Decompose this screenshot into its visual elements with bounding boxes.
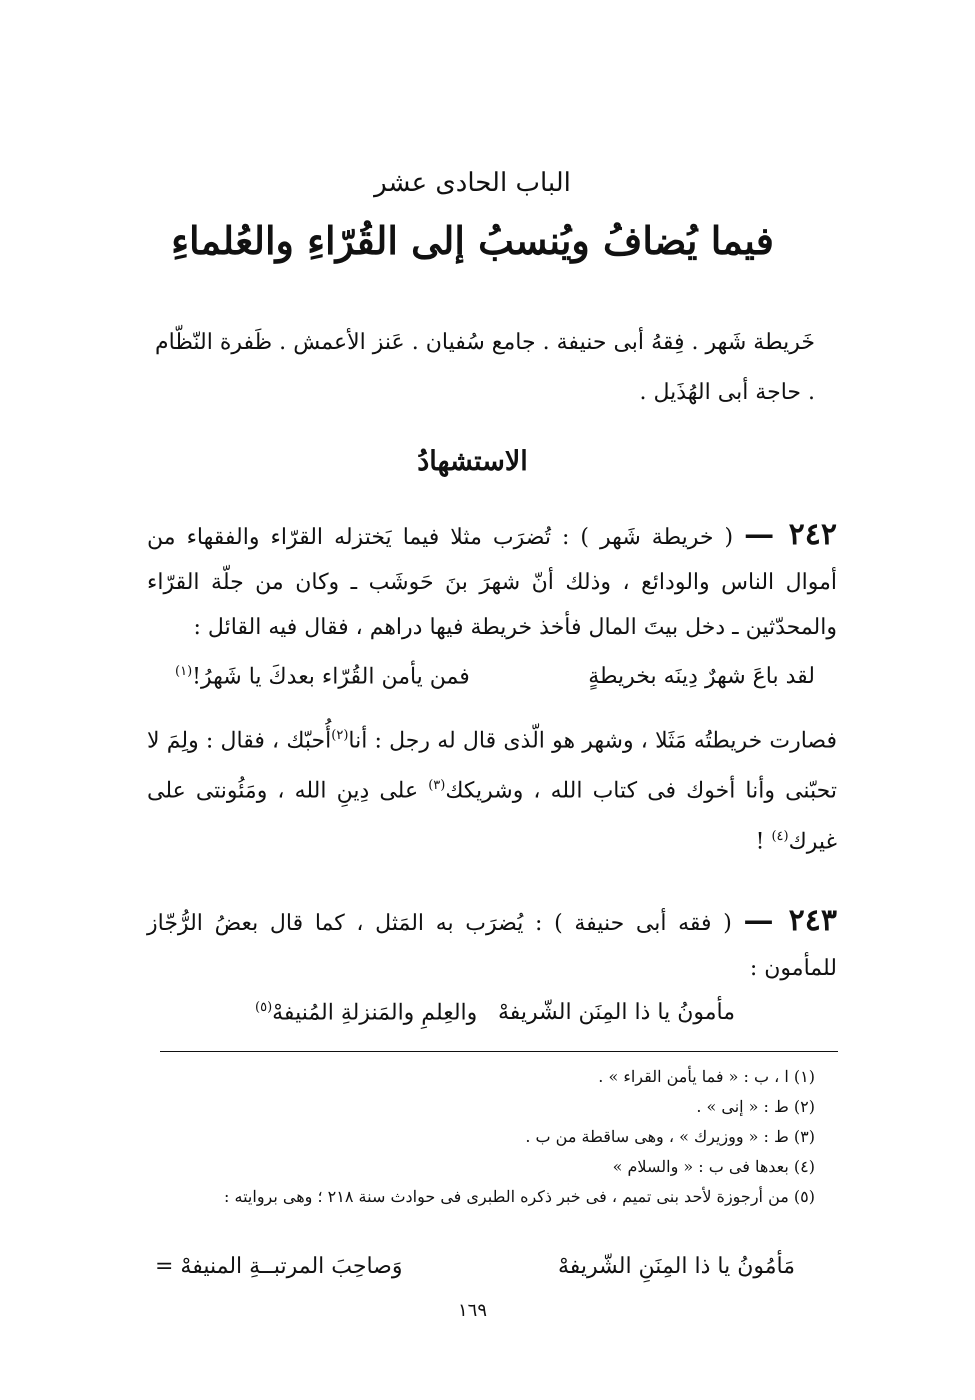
footnotes bbox=[147, 1062, 815, 1212]
entry-242-continuation bbox=[147, 713, 837, 864]
footnote-marker: (٤) bbox=[771, 828, 789, 844]
verse-line bbox=[255, 1000, 735, 1025]
entry-number: ٢٤٣ — bbox=[743, 903, 837, 938]
verse-hemistich-text: فمن يأمن القُرّاء بعدكَ يا شَهرُ! bbox=[192, 664, 470, 690]
entry-text: فصارت خريطتُه مَثَلا ، وشهر هو الّذى قال له رجل : أنا bbox=[348, 728, 838, 754]
verse-hemistich bbox=[175, 664, 470, 689]
footnote: (٤) بعدها فى ب : « والسلام » bbox=[612, 1157, 815, 1176]
entry-text: ! bbox=[755, 828, 765, 854]
entry-text: على دِينِ الله ، ومَئُونتى على غيرك bbox=[147, 778, 837, 854]
entry-number: ٢٤٢ — bbox=[744, 517, 838, 552]
chapter-intro: خَريطة شَهر . فِقهُ أبى حنيفة . جامع سُفيان . عَنز الأعمش . ظَفرة النّظّام . حاجة أبى الهُذَيل . bbox=[155, 330, 815, 405]
entry-text: ( فقه أبى حنيفة ) : يُضرَب به المَثل ، كما قال بعضُ الرُّجّاز للمأمون : bbox=[147, 911, 837, 981]
verse-hemistich: مأمونُ يا ذا المِنَن الشّريفهْ bbox=[497, 1000, 735, 1025]
entry-text: ( خريطة شَهر ) : تُضرَب مثلا فيما يَختزله القرّاء والفقهاء من أموال الناس والودائع ، وذلك أنّ شهرَ بنَ حَوشَب ـ وكان من جلّة القرّاء والمحدّثين ـ دخل بيتَ المال فأخذ خريطة فيها دراهم ، فقال فيه القائل : bbox=[147, 525, 837, 640]
chapter-label: الباب الحادى عشر bbox=[374, 168, 571, 198]
verse-hemistich: لقد باعَ شهرٌ دِينَه بخريطةٍ bbox=[588, 664, 815, 689]
entry-243-paragraph bbox=[147, 898, 837, 991]
footnote-marker: (٢) bbox=[331, 728, 349, 743]
verse-hemistich bbox=[255, 1000, 477, 1025]
verse-line bbox=[175, 664, 815, 689]
section-heading: الاستشهادُ bbox=[417, 446, 528, 477]
footnote-marker: (١) bbox=[175, 664, 193, 679]
footnote-divider bbox=[160, 1051, 838, 1052]
entry-text: أُحبّك ، فقال : ولِمَ لا تحبّنى وأنا أخوك فى كتاب الله ، وشريكك bbox=[147, 728, 838, 804]
footnote: (١) ا ، ب : « فما يأمن القراء » . bbox=[598, 1067, 815, 1086]
footnote: (٥) من أرجوزة لأحد بنى تميم ، فى خبر ذكره الطبرى فى حوادث سنة ٢١٨ ؛ وهى بروايته : bbox=[224, 1187, 815, 1206]
verse-hemistich: وَصاحِبَ المرتبــةِ المنيفهْ = bbox=[155, 1254, 403, 1279]
entry-242-paragraph bbox=[147, 512, 837, 650]
footnote-marker: (٣) bbox=[428, 778, 446, 794]
chapter-title: فيما يُضافُ ويُنسبُ إلى القُرّاءِ والعُلماءِ bbox=[171, 218, 774, 263]
footnote-verse-line bbox=[155, 1254, 795, 1279]
verse-hemistich: مَأمُونُ يا ذا المِنَنِ الشّريفهْ bbox=[557, 1254, 795, 1279]
footnote: (٣) ط : « ووزيرك » ، وهى ساقطة من ب . bbox=[525, 1127, 815, 1146]
footnote: (٢) ط : « إنى » . bbox=[696, 1097, 815, 1116]
verse-hemistich-text: والعِلمِ والمَنزلةِ المُنيفهْ bbox=[272, 1000, 478, 1026]
page-number: ١٦٩ bbox=[457, 1300, 487, 1321]
footnote-marker: (٥) bbox=[255, 1000, 273, 1015]
